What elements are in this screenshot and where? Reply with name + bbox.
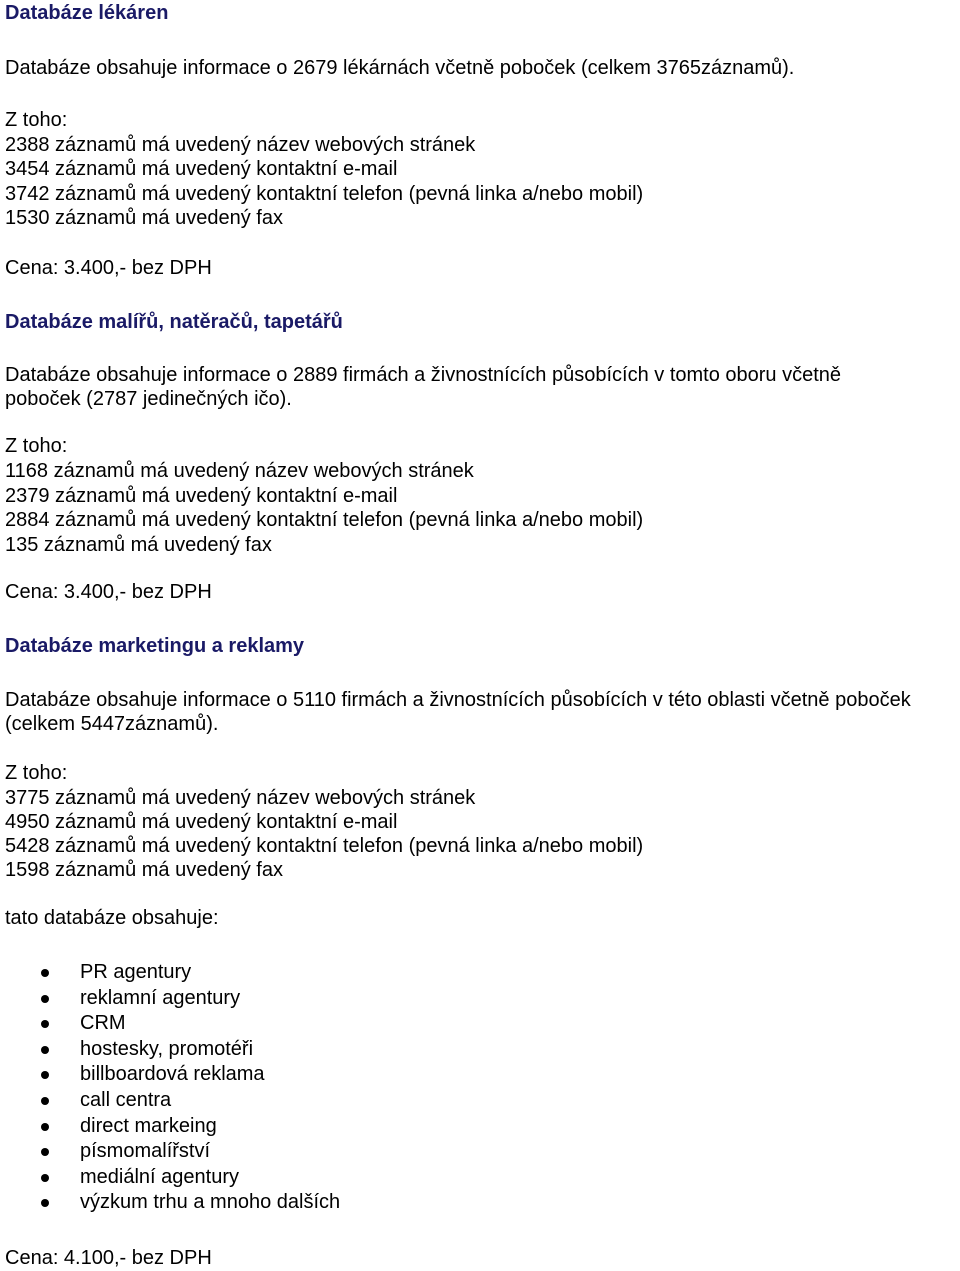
bullet-icon: [41, 1199, 49, 1207]
bullet-icon: [41, 1071, 49, 1079]
stat-line: 5428 záznamů má uvedený kontaktní telefon (pevná linka a/nebo mobil): [5, 835, 644, 857]
section-heading: Databáze lékáren: [5, 2, 169, 24]
list-item: [5, 986, 340, 1012]
price-line: Cena: 3.400,- bez DPH: [5, 257, 212, 279]
section-description: (celkem 5447záznamů).: [5, 713, 219, 735]
bullet-icon: [41, 1148, 49, 1156]
list-item-label: reklamní agentury: [80, 986, 241, 1009]
stat-line: 2884 záznamů má uvedený kontaktní telefon (pevná linka a/nebo mobil): [5, 509, 644, 531]
section-description: poboček (2787 jedinečných ičo).: [5, 388, 292, 410]
list-item-label: hostesky, promotéři: [80, 1037, 254, 1060]
list-item-label: direct markeing: [80, 1114, 217, 1137]
stat-line: 2388 záznamů má uvedený název webových stránek: [5, 134, 476, 156]
list-item-label: call centra: [80, 1088, 172, 1111]
list-item-label: billboardová reklama: [80, 1063, 265, 1086]
list-item-label: výzkum trhu a mnoho dalších: [80, 1191, 341, 1214]
list-item: [5, 1139, 340, 1165]
list-item-label: písmomalířství: [80, 1140, 211, 1163]
stat-line: 3775 záznamů má uvedený název webových stránek: [5, 787, 476, 809]
section-heading: Databáze marketingu a reklamy: [5, 635, 305, 657]
bullet-icon: [41, 1020, 49, 1028]
list-item-label: CRM: [80, 1012, 126, 1035]
section-description: Databáze obsahuje informace o 2679 lékárnách včetně poboček (celkem 3765záznamů).: [5, 57, 795, 79]
bullet-icon: [41, 1046, 49, 1054]
list-item: [5, 1062, 340, 1088]
z-toho-label: Z toho:: [5, 762, 68, 784]
stat-line: 135 záznamů má uvedený fax: [5, 534, 272, 556]
z-toho-label: Z toho:: [5, 435, 68, 457]
section-description: Databáze obsahuje informace o 5110 firmách a živnostnících působících v této oblasti včetně poboček: [5, 689, 911, 711]
stat-line: 2379 záznamů má uvedený kontaktní e-mail: [5, 485, 398, 507]
price-line: Cena: 4.100,- bez DPH: [5, 1247, 212, 1269]
stat-line: 3454 záznamů má uvedený kontaktní e-mail: [5, 158, 398, 180]
list-item: [5, 1114, 340, 1140]
bullet-icon: [41, 1123, 49, 1131]
stat-line: 1598 záznamů má uvedený fax: [5, 859, 283, 881]
bullet-icon: [41, 969, 49, 977]
list-item: [5, 1088, 340, 1114]
list-item-label: mediální agentury: [80, 1165, 239, 1188]
contains-label: tato databáze obsahuje:: [5, 907, 219, 929]
stat-line: 1530 záznamů má uvedený fax: [5, 207, 283, 229]
z-toho-label: Z toho:: [5, 109, 68, 131]
list-item-label: PR agentury: [80, 961, 192, 983]
section-heading: Databáze malířů, natěračů, tapetářů: [5, 311, 343, 333]
price-line: Cena: 3.400,- bez DPH: [5, 581, 212, 603]
list-item: [5, 1190, 340, 1216]
stat-line: 3742 záznamů má uvedený kontaktní telefon (pevná linka a/nebo mobil): [5, 183, 644, 205]
section-description: Databáze obsahuje informace o 2889 firmách a živnostnících působících v tomto oboru včetně: [5, 364, 842, 386]
category-list: [5, 960, 340, 1216]
bullet-icon: [41, 1174, 49, 1182]
list-item: [5, 1011, 340, 1037]
list-item: [5, 1037, 340, 1063]
bullet-icon: [41, 1097, 49, 1105]
bullet-icon: [41, 995, 49, 1003]
stat-line: 4950 záznamů má uvedený kontaktní e-mail: [5, 811, 398, 833]
list-item: [5, 960, 340, 986]
list-item: [5, 1165, 340, 1191]
stat-line: 1168 záznamů má uvedený název webových stránek: [5, 460, 474, 482]
